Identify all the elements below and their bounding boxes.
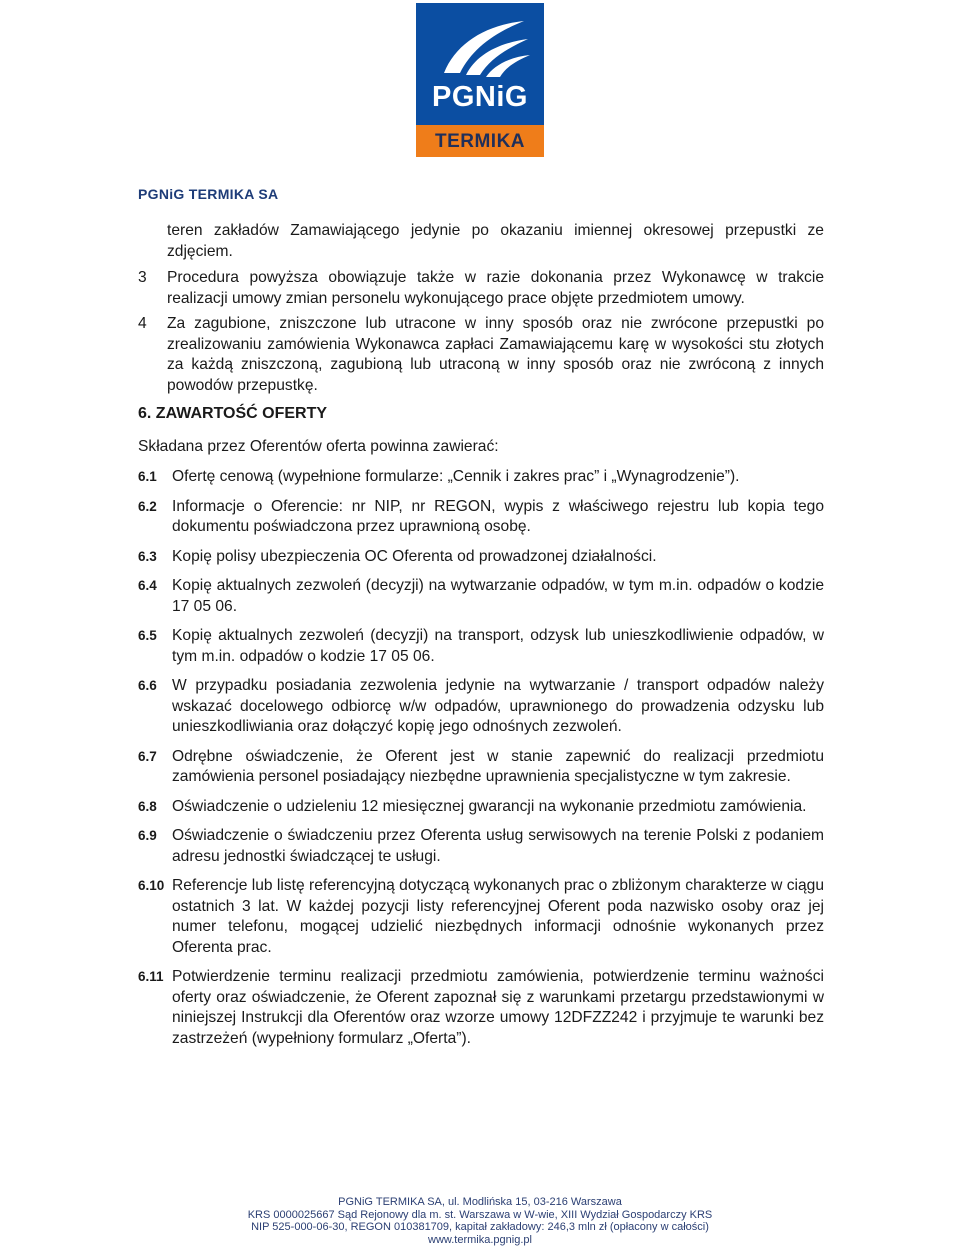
offer-requirement-item bbox=[138, 676, 824, 738]
list-item-number: 4 bbox=[138, 315, 147, 332]
company-header: PGNiG TERMIKA SA bbox=[138, 186, 279, 202]
requirement-text: Referencje lub listę referencyjną dotyczącą wykonanych prac o zbliżonym charakterze w ciągu ostatnich 3 lat. W każdej pozycji listy referencyjnej Oferent poda nazwisko osoby oraz jej numer telefonu, mogącej udzielić niezbędnych informacji odnośnie wykonanych przez Oferenta prac. bbox=[172, 877, 824, 956]
requirement-text: Potwierdzenie terminu realizacji przedmiotu zamówienia, potwierdzenie terminu ważności oferty oraz oświadczenie, że Oferent zapoznał się z warunkami przetargu przedstawionymi w niniejszej Instrukcji dla Oferentów oraz wzorze umowy 12DFZZ242 i przyjmuje te warunki bez zastrzeżeń (wypełniony formularz „Oferta”). bbox=[172, 968, 824, 1047]
offer-requirement-item bbox=[138, 747, 824, 788]
offer-requirement-item bbox=[138, 497, 824, 538]
logo-brand-text: PGNiG bbox=[432, 81, 528, 113]
requirement-number: 6.3 bbox=[138, 548, 157, 564]
requirement-text: Kopię aktualnych zezwoleń (decyzji) na wytwarzanie odpadów, w tym m.in. odpadów o kodzie 17 05 06. bbox=[172, 577, 824, 615]
requirement-text: Kopię polisy ubezpieczenia OC Oferenta od prowadzonej działalności. bbox=[172, 547, 657, 565]
requirement-text: Ofertę cenową (wypełnione formularze: „Cennik i zakres prac” i „Wynagrodzenie”). bbox=[172, 468, 740, 485]
requirement-number: 6.5 bbox=[138, 628, 157, 643]
section-heading: 6. ZAWARTOŚĆ OFERTY bbox=[138, 405, 328, 422]
list-item-text: Procedura powyższa obowiązuje także w razie dokonania przez Wykonawcę w trakcie realizacji umowy zmian personelu wykonującego prace objęte przedmiotem umowy. bbox=[167, 269, 824, 307]
offer-requirement-item bbox=[138, 967, 824, 1049]
requirement-number: 6.7 bbox=[138, 748, 157, 764]
list-item-number: 3 bbox=[138, 269, 147, 286]
requirement-text: Informacje o Oferencie: nr NIP, nr REGON, wypis z właściwego rejestru lub kopia tego dokumentu poświadczona przez uprawnioną osobę. bbox=[172, 497, 824, 535]
requirement-text: Oświadczenie o świadczeniu przez Oferenta usług serwisowych na terenie Polski z podaniem adresu jednostki świadczącej te usługi. bbox=[172, 827, 824, 865]
requirement-number: 6.6 bbox=[138, 678, 157, 693]
list-item-text: Za zagubione, zniszczone lub utracone w inny sposób oraz nie zwrócone przepustki po zrealizowaniu zamówienia Wykonawca zapłaci Zamawiającemu karę w wysokości stu złotych za każdą zniszczoną, zagubioną lub utraconą w inny sposób oraz nie zwróconą z innych powodów przepustkę. bbox=[167, 315, 824, 394]
offer-requirement-item bbox=[138, 467, 824, 488]
requirement-text: Odrębne oświadczenie, że Oferent jest w stanie zapewnić do realizacji przedmiotu zamówienia personel posiadający niezbędne uprawnienia specjalistyczne w tym zakresie. bbox=[172, 747, 824, 785]
offer-requirement-item bbox=[138, 626, 824, 667]
requirement-number: 6.8 bbox=[138, 798, 157, 814]
offer-requirement-item bbox=[138, 797, 824, 818]
offer-requirement-item bbox=[138, 876, 824, 958]
document-body bbox=[138, 221, 824, 1058]
offer-requirement-item bbox=[138, 576, 824, 617]
footer-nip-regon: NIP 525-000-06-30, REGON 010381709, kapitał zakładowy: 246,3 mln zł (opłacony w całości) bbox=[251, 1221, 709, 1233]
requirement-number: 6.11 bbox=[138, 969, 164, 984]
list-item bbox=[138, 268, 824, 309]
requirement-number: 6.1 bbox=[138, 469, 157, 484]
requirement-text: W przypadku posiadania zezwolenia jedynie na wytwarzanie / transport odpadów należy wskazać docelowego odbiorcę w/w odpadów, uprawnionego do prowadzenia odzysku lub unieszkodliwiania oraz dołączyć kopię jego odnośnych zezwoleń. bbox=[172, 677, 824, 735]
offer-requirement-item bbox=[138, 547, 824, 568]
offer-requirement-item bbox=[138, 826, 824, 867]
footer-krs: KRS 0000025667 Sąd Rejonowy dla m. st. Warszawa w W-wie, XIII Wydział Gospodarczy KRS bbox=[247, 1208, 713, 1221]
requirement-text: Kopię aktualnych zezwoleń (decyzji) na transport, odzysk lub unieszkodliwienie odpadów, w tym m.in. odpadów o kodzie 17 05 06. bbox=[172, 627, 824, 665]
requirement-number: 6.10 bbox=[138, 878, 165, 893]
logo-blue-panel bbox=[416, 3, 544, 125]
requirement-number: 6.9 bbox=[138, 828, 157, 843]
list-item bbox=[138, 314, 824, 396]
page-footer bbox=[0, 1196, 960, 1246]
company-logo bbox=[416, 3, 544, 157]
requirement-number: 6.4 bbox=[138, 578, 157, 593]
logo-sub-text: TERMIKA bbox=[434, 131, 526, 152]
continuation-paragraph: teren zakładów Zamawiającego jedynie po okazaniu imiennej okresowej przepustki ze zdjęciem. bbox=[167, 222, 824, 260]
requirement-number: 6.2 bbox=[138, 498, 157, 514]
requirement-text: Oświadczenie o udzieleniu 12 miesięcznej gwarancji na wykonanie przedmiotu zamówienia. bbox=[172, 797, 807, 815]
footer-website-link[interactable]: www.termika.pgnig.pl bbox=[428, 1233, 532, 1246]
footer-address: PGNiG TERMIKA SA, ul. Modlińska 15, 03-216 Warszawa bbox=[338, 1196, 622, 1208]
section-intro: Składana przez Oferentów oferta powinna zawierać: bbox=[138, 437, 499, 455]
